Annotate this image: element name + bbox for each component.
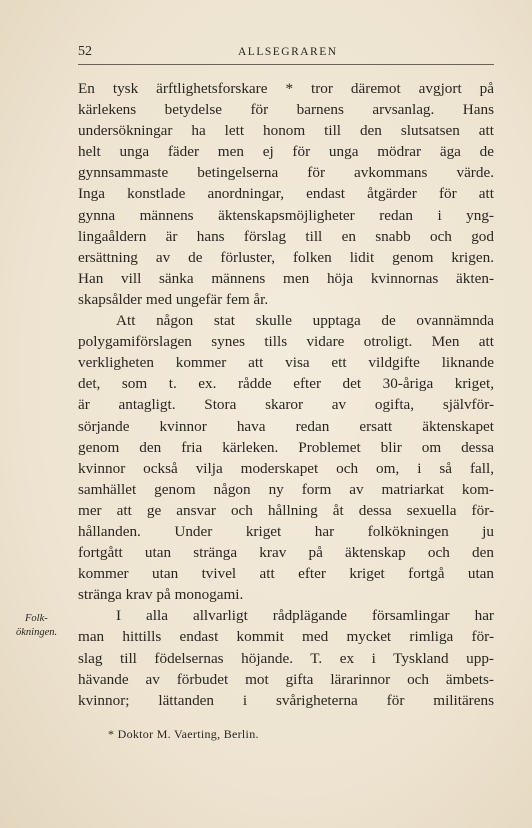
body-text xyxy=(78,78,494,711)
text-line: Att någon stat skulle upptaga de ovannämnda xyxy=(116,312,494,330)
text-line: undersökningar ha lett honom till den slutsatsen att xyxy=(78,122,494,140)
footnote: * Doktor M. Vaerting, Berlin. xyxy=(108,727,259,741)
text-line: gynna männens äktenskapsmöjligheter redan i yng- xyxy=(78,206,494,224)
text-line: är antagligt. Stora skaror av ogifta, självför- xyxy=(78,396,494,414)
text-line: Inga konstlade anordningar, endast åtgärder för att xyxy=(78,185,494,203)
text-line: En tysk ärftlighetsforskare * tror däremot avgjort på xyxy=(78,80,494,97)
text-line: polygamiförslagen synes tills vidare otroligt. Men att xyxy=(78,333,494,351)
text-line: skapsålder med ungefär fem år. xyxy=(78,290,269,308)
text-line: stränga krav på monogami. xyxy=(78,586,244,604)
text-line: fortgått utan stränga krav på äktenskap och den xyxy=(78,544,494,562)
text-line: slag till födelsernas höjande. T. ex i Tyskland upp- xyxy=(78,649,494,667)
text-line: Han vill sänka männens men höja kvinnornas äkten- xyxy=(78,269,494,287)
text-line: ersättning av de förluster, folken lidit genom krigen. xyxy=(78,248,494,266)
margin-note xyxy=(16,612,72,640)
text-line: kvinnor; lättanden i svårigheterna för militärens xyxy=(78,691,494,709)
text-line: sörjande kvinnor hava redan ersatt äktenskapet xyxy=(78,417,494,435)
text-line: genom den fria kärleken. Problemet blir om dessa xyxy=(78,438,494,456)
text-line: man hittills endast kommit med mycket rimliga för- xyxy=(78,628,494,646)
margin-note-line: Folk- xyxy=(25,613,48,624)
text-line: helt unga fäder men ej för unga mödrar äga de xyxy=(78,143,494,161)
text-line: mer att ge ansvar och hållning åt dessa sexuella för- xyxy=(78,501,494,519)
text-line: gynnsammaste betingelserna för avkommans värde. xyxy=(78,164,494,182)
text-line: hävande av förbudet mot gifta lärarinnor och ämbets- xyxy=(78,670,494,688)
text-line: verkligheten kommer att visa ett vildgifte liknande xyxy=(78,354,494,372)
margin-note-line: ökningen. xyxy=(16,627,58,638)
text-line: det, som t. ex. rådde efter det 30-åriga kriget, xyxy=(78,375,494,393)
running-head: ALLSEGRAREN xyxy=(238,46,338,58)
text-line: hållanden. Under kriget har folkökningen ju xyxy=(78,522,494,540)
text-line: lingaåldern är hans förslag till en snabb och god xyxy=(78,227,494,245)
text-line: kärlekens betydelse för barnens arvsanlag. Hans xyxy=(78,101,494,119)
text-line: I alla allvarligt rådplägande församlingar har xyxy=(116,607,494,625)
page-header xyxy=(78,44,494,65)
page-number: 52 xyxy=(78,44,92,59)
text-line: kommer utan tvivel att efter kriget fortgå utan xyxy=(78,565,494,583)
text-line: kvinnor också vilja moderskapet och om, i så fall, xyxy=(78,459,494,477)
text-line: samhället genom någon ny form av matriarkat kom- xyxy=(78,480,494,498)
